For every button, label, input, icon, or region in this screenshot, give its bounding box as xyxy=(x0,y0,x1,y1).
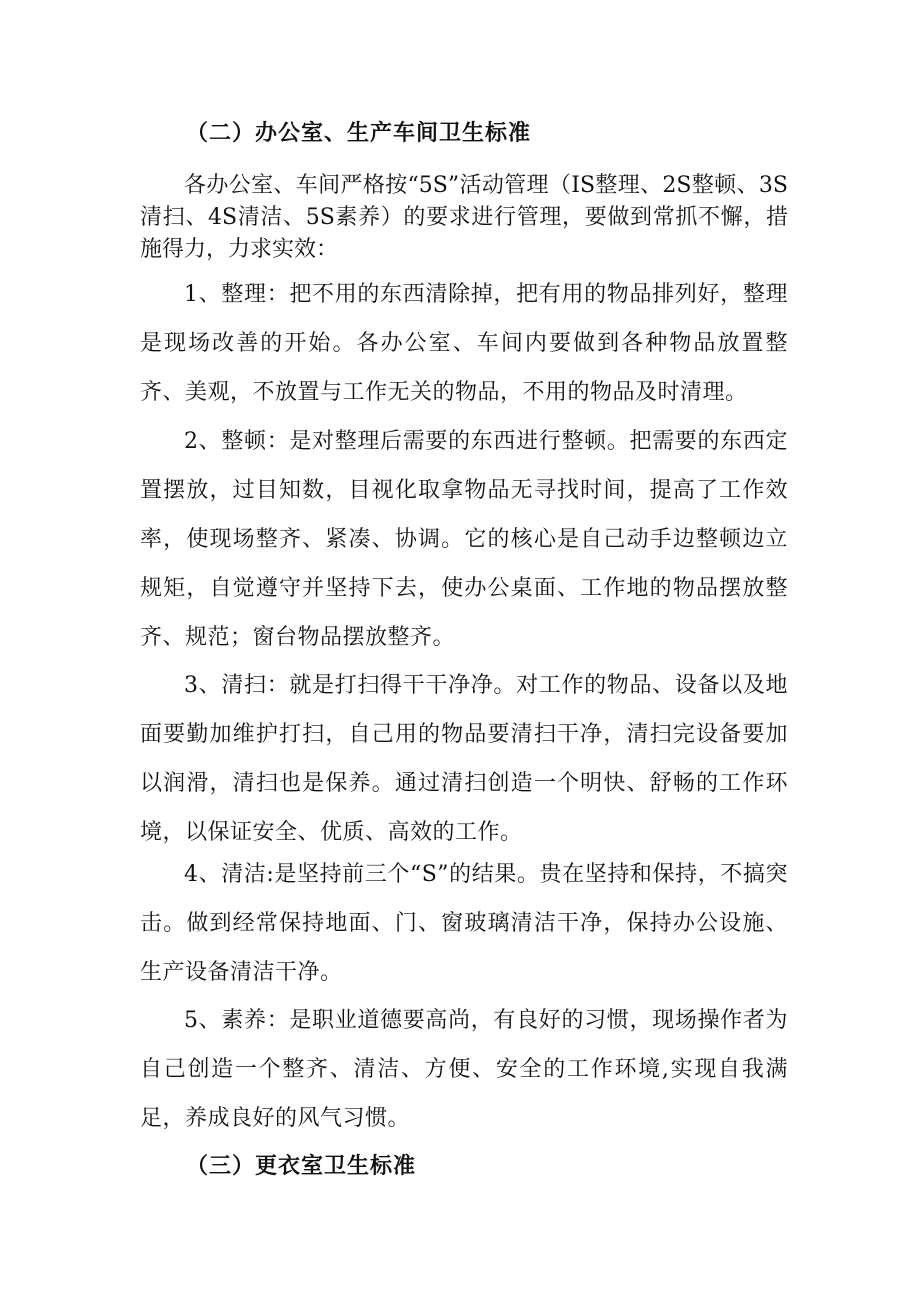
item-4-standardize-paragraph: 4、清洁:是坚持前三个“S”的结果。贵在坚持和保持，不搞突击。做到经常保持地面、门、窗玻璃清洁干净，保持办公设施、生产设备清洁干净。 xyxy=(140,862,788,985)
section-heading-locker-room: （三）更衣室卫生标准 xyxy=(186,1153,417,1179)
section-intro-paragraph: 各办公室、车间严格按“5S”活动管理（IS整理、2S整顿、3S清扫、4S清洁、5S素养）的要求进行管理，要做到常抓不懈，措施得力，力求实效： xyxy=(140,173,788,262)
item-2-set-in-order-paragraph: 2、整顿：是对整理后需要的东西进行整顿。把需要的东西定置摆放，过目知数，目视化取拿物品无寻找时间，提高了工作效率，使现场整齐、紧凑、协调。它的核心是自己动手边整顿边立规矩，自觉遵守并坚持下去，使办公桌面、工作地的物品摆放整齐、规范；窗台物品摆放整齐。 xyxy=(140,429,788,650)
item-3-shine-paragraph: 3、清扫：就是打扫得干干净净。对工作的物品、设备以及地面要勤加维护打扫，自己用的物品要清扫干净，清扫完设备要加以润滑，清扫也是保养。通过清扫创造一个明快、舒畅的工作环境，以保证安全、优质、高效的工作。 xyxy=(140,673,788,845)
item-1-sort-paragraph: 1、整理：把不用的东西清除掉，把有用的物品排列好，整理是现场改善的开始。各办公室、车间内要做到各种物品放置整齐、美观，不放置与工作无关的物品，不用的物品及时清理。 xyxy=(140,282,788,405)
section-heading-office-workshop: （二）办公室、生产车间卫生标准 xyxy=(186,120,532,146)
item-5-sustain-paragraph: 5、素养：是职业道德要高尚，有良好的习惯，现场操作者为自己创造一个整齐、清洁、方便、安全的工作环境,实现自我满足，养成良好的风气习惯。 xyxy=(140,1008,788,1131)
